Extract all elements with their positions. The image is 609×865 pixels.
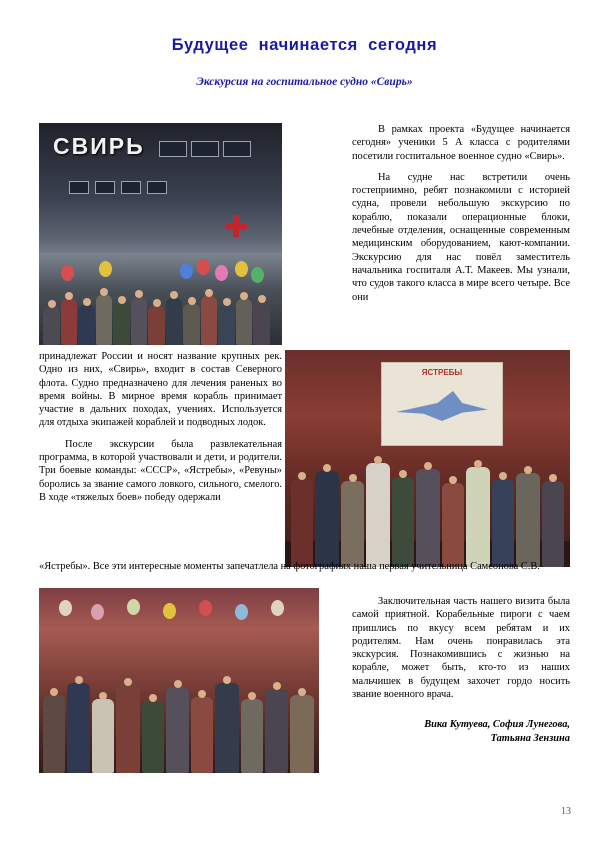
red-cross-icon bbox=[225, 215, 247, 237]
page-number: 13 bbox=[561, 806, 571, 817]
person bbox=[492, 479, 514, 567]
decoration-garland bbox=[39, 598, 319, 628]
balloon-icon bbox=[59, 600, 72, 616]
person bbox=[215, 683, 239, 773]
signature-line-2: Татьяна Зензина bbox=[490, 733, 570, 744]
balloon-icon bbox=[235, 604, 248, 620]
page-subtitle: Экскурсия на госпитальное судно «Свирь» bbox=[196, 76, 413, 88]
paragraph: В рамках проекта «Будущее начинается сегодня» ученики 5 А класса с родителями посетили госпитальное военное судно «Свирь». bbox=[352, 124, 570, 162]
ship-name-label: СВИРЬ bbox=[53, 133, 145, 159]
person bbox=[315, 471, 339, 567]
ship-window bbox=[147, 181, 167, 194]
article-column-left-middle bbox=[39, 350, 282, 512]
photo-ship-svir bbox=[39, 123, 282, 345]
balloon-icon bbox=[61, 265, 74, 281]
person bbox=[201, 296, 217, 345]
person bbox=[366, 463, 390, 567]
balloon-icon bbox=[99, 261, 112, 277]
balloon-icon bbox=[271, 600, 284, 616]
photo-crew-poster bbox=[285, 350, 570, 567]
person bbox=[416, 469, 440, 567]
person bbox=[341, 481, 364, 567]
person bbox=[43, 307, 60, 345]
ship-window bbox=[69, 181, 89, 194]
person bbox=[67, 683, 90, 773]
person bbox=[166, 298, 182, 345]
person bbox=[466, 467, 490, 567]
ship-window bbox=[159, 141, 187, 157]
person bbox=[142, 701, 164, 773]
page-title: Будущее начинается сегодня bbox=[171, 36, 438, 54]
person bbox=[265, 689, 288, 773]
person bbox=[43, 695, 65, 773]
crowd-people bbox=[39, 633, 319, 773]
balloon-icon bbox=[199, 600, 212, 616]
balloon-icon bbox=[215, 265, 228, 281]
person bbox=[442, 483, 464, 567]
person bbox=[241, 699, 263, 773]
paragraph: принадлежат России и носят название крупных рек. Одно из них, «Свирь», входит в состав Северного флота. Судно предназначено для лечения раненых во время войны. В мирное время корабль принимает участие в дальних походах, учениях. Используется для отдыха экипажей кораблей и подводных лодок. bbox=[39, 351, 282, 429]
person bbox=[96, 295, 112, 345]
person bbox=[253, 302, 270, 345]
person bbox=[92, 699, 114, 773]
person bbox=[542, 481, 564, 567]
balloon-icon bbox=[163, 603, 176, 619]
balloon-icon bbox=[180, 263, 193, 279]
article-column-right-top bbox=[352, 123, 570, 312]
paragraph: «Ястребы». Все эти интересные моменты запечатлела на фотографиях наша первая учительница Самсонова С.В. bbox=[39, 561, 540, 572]
person bbox=[113, 303, 130, 345]
paragraph: На судне нас встретили очень гостеприимно, ребят познакомили с историей судна, провели небольшую экскурсию по кораблю, показали операционные блоки, лечебные отделения, оснащенные современным медицинским оборудованием, кают-компании. Экскурсию для нас повёл заместитель начальника госпиталя А.Т. Макеев. Мы узнали, что судов такого класса в мире всего четыре. Все они bbox=[352, 171, 570, 303]
person bbox=[166, 687, 189, 773]
article-column-right-bottom bbox=[352, 595, 570, 709]
person bbox=[290, 695, 314, 773]
person bbox=[218, 305, 235, 345]
person bbox=[291, 479, 313, 567]
person bbox=[236, 299, 252, 345]
person bbox=[78, 305, 95, 345]
balloon-icon bbox=[91, 604, 104, 620]
person bbox=[131, 297, 147, 345]
article-signature bbox=[352, 718, 570, 746]
balloon-icon bbox=[197, 259, 210, 275]
signature-line-1: Вика Кутуева, София Лунегова, bbox=[424, 719, 570, 730]
person bbox=[61, 299, 77, 345]
photo-party-group bbox=[39, 588, 319, 773]
paragraph: После экскурсии была развлекательная программа, в которой участвовали и дети, и родители. Три боевые команды: «СССР», «Ястребы», «Ревуны» боролись за звание самого ловкого, сильного, смелого. В ходе «тяжелых боев» победу одержали bbox=[39, 438, 282, 503]
person bbox=[148, 306, 165, 345]
ship-window bbox=[121, 181, 141, 194]
person bbox=[116, 685, 140, 773]
person bbox=[183, 304, 200, 345]
person bbox=[191, 697, 213, 773]
poster-title: ЯСТРЕБЫ bbox=[421, 368, 463, 377]
ship-window bbox=[191, 141, 219, 157]
article-full-width-line bbox=[39, 560, 570, 581]
crowd-people bbox=[39, 259, 282, 345]
crowd-people bbox=[285, 417, 570, 567]
balloon-icon bbox=[235, 261, 248, 277]
ship-window bbox=[95, 181, 115, 194]
ship-window bbox=[223, 141, 251, 157]
balloon-icon bbox=[251, 267, 264, 283]
balloon-icon bbox=[127, 599, 140, 615]
paragraph: Заключительная часть нашего визита была самой приятной. Корабельные пироги с чаем пришлись по вкусу всем ребятам и их родителям. Нам очень понравилась эта экскурсия. Познакомившись с жизнью на корабле, может быть, кто-то из наших мальчишек в будущем захочет гордо носить звание военного врача. bbox=[352, 596, 570, 701]
person bbox=[392, 477, 414, 567]
person bbox=[516, 473, 540, 567]
